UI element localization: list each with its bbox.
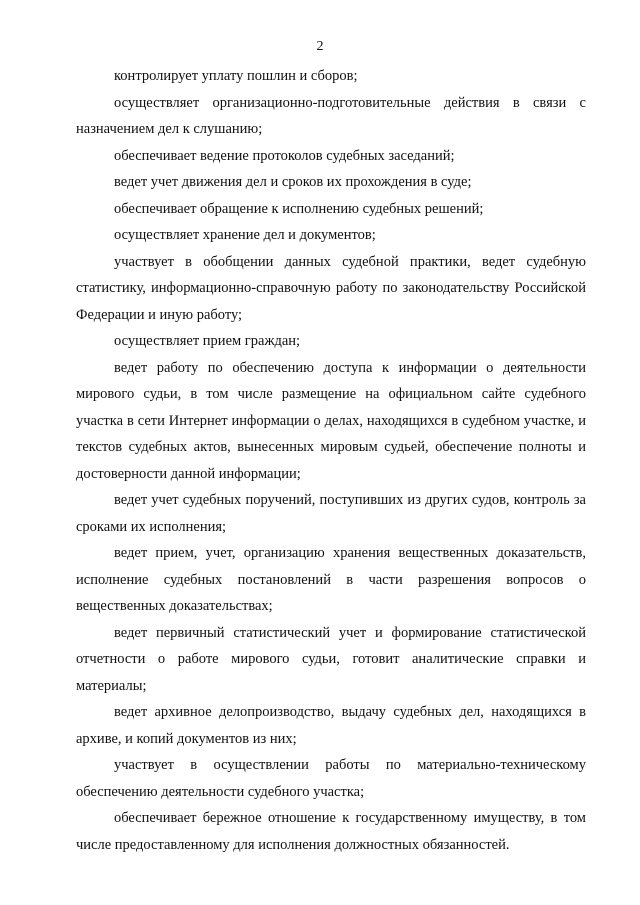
paragraph-6: осуществляет хранение дел и документов;	[114, 227, 376, 243]
paragraph-1: контролирует уплату пошлин и сборов;	[114, 68, 358, 84]
paragraph-4: ведет учет движения дел и сроков их прохождения в суде;	[114, 174, 472, 190]
paragraph-9: ведет работу по обеспечению доступа к информации о деятельности мирового судьи, в том числе размещение на официальном сайте судебного участка в сети Интернет информации о делах, находящихся в судебном участке, и текстов судебных актов, вынесенных мировым судьей, обеспечение полноты и достоверности данной информации;	[76, 359, 586, 482]
paragraph-7: участвует в обобщении данных судебной практики, ведет судебную статистику, информационно-справочную работу по законодательству Российской Федерации и иную работу;	[76, 253, 586, 323]
paragraph-8: осуществляет прием граждан;	[114, 333, 301, 349]
paragraph-5: обеспечивает обращение к исполнению судебных решений;	[114, 200, 484, 217]
paragraph-2: осуществляет организационно-подготовительные действия в связи с назначением дел к слушанию;	[76, 94, 586, 137]
paragraph-12: ведет первичный статистический учет и формирование статистической отчетности о работе мирового судьи, готовит аналитические справки и материалы;	[76, 624, 586, 694]
document-body	[76, 63, 586, 858]
page-number: 2	[316, 39, 324, 54]
paragraph-10: ведет учет судебных поручений, поступивших из других судов, контроль за сроками их исполнения;	[76, 492, 586, 535]
paragraph-15: обеспечивает бережное отношение к государственному имуществу, в том числе предоставленному для исполнения должностных обязанностей.	[76, 810, 586, 853]
paragraph-14: участвует в осуществлении работы по материально-техническому обеспечению деятельности судебного участка;	[76, 757, 586, 800]
paragraph-11: ведет прием, учет, организацию хранения вещественных доказательств, исполнение судебных постановлений в части разрешения вопросов о вещественных доказательствах;	[76, 545, 586, 614]
paragraph-3: обеспечивает ведение протоколов судебных заседаний;	[114, 147, 455, 164]
paragraph-13: ведет архивное делопроизводство, выдачу судебных дел, находящихся в архиве, и копий документов из них;	[76, 704, 586, 747]
